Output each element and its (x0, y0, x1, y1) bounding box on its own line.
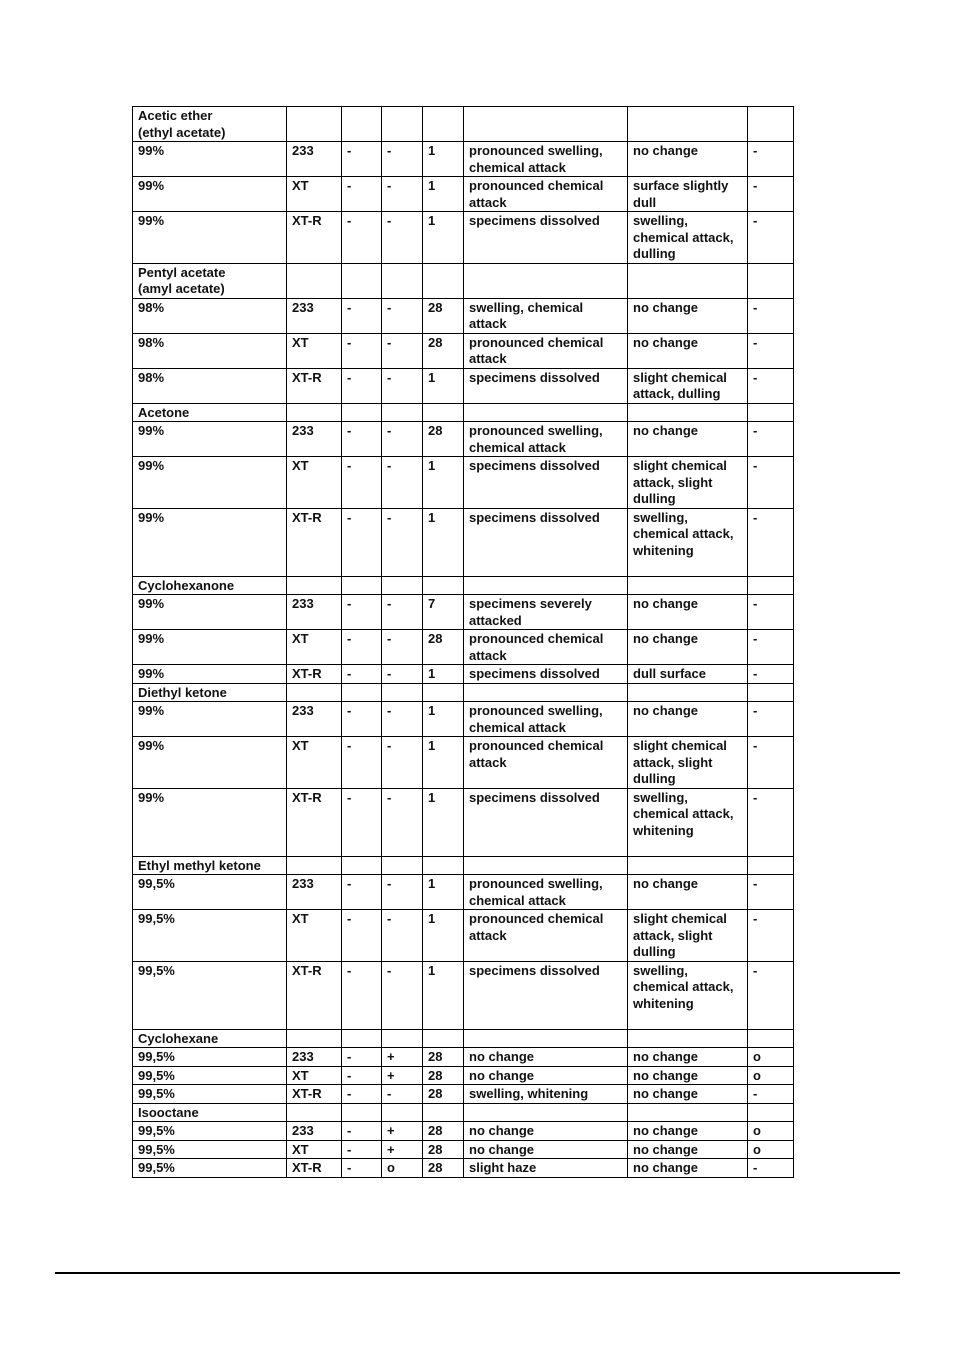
duration-cell: 28 (423, 1085, 464, 1104)
test-b-cell: - (382, 1085, 423, 1104)
concentration-cell: 99,5% (133, 961, 287, 1029)
result-a-cell: pronounced swelling, chemical attack (464, 702, 628, 737)
empty-cell (748, 403, 794, 422)
empty-cell (287, 1103, 342, 1122)
test-a-cell: - (342, 368, 382, 403)
result-b-cell: no change (628, 1140, 748, 1159)
grade-cell: XT-R (287, 788, 342, 856)
grade-cell: 233 (287, 422, 342, 457)
result-b-cell: surface slightly dull (628, 177, 748, 212)
empty-cell (342, 263, 382, 298)
concentration-cell: 99,5% (133, 1085, 287, 1104)
result-b-cell: no change (628, 1048, 748, 1067)
grade-cell: 233 (287, 702, 342, 737)
concentration-cell: 99,5% (133, 910, 287, 962)
result-a-cell: pronounced chemical attack (464, 177, 628, 212)
grade-cell: XT (287, 1140, 342, 1159)
duration-cell: 1 (423, 508, 464, 576)
concentration-cell: 99,5% (133, 1066, 287, 1085)
empty-cell (464, 403, 628, 422)
test-b-cell: - (382, 630, 423, 665)
grade-cell: 233 (287, 142, 342, 177)
concentration-cell: 99,5% (133, 1140, 287, 1159)
rating-cell: - (748, 368, 794, 403)
empty-cell (464, 1103, 628, 1122)
result-b-cell: no change (628, 875, 748, 910)
duration-cell: 1 (423, 961, 464, 1029)
table-row (133, 665, 794, 684)
concentration-cell: 98% (133, 333, 287, 368)
duration-cell: 28 (423, 1159, 464, 1178)
result-b-cell: no change (628, 422, 748, 457)
empty-cell (748, 683, 794, 702)
test-b-cell: - (382, 298, 423, 333)
empty-cell (423, 107, 464, 142)
table-row (133, 508, 794, 576)
duration-cell: 28 (423, 1122, 464, 1141)
result-b-cell: slight chemical attack, slight dulling (628, 457, 748, 509)
test-b-cell: - (382, 508, 423, 576)
empty-cell (628, 683, 748, 702)
test-a-cell: - (342, 142, 382, 177)
test-a-cell: - (342, 177, 382, 212)
test-a-cell: - (342, 737, 382, 789)
test-b-cell: + (382, 1122, 423, 1141)
grade-cell: 233 (287, 298, 342, 333)
empty-cell (423, 263, 464, 298)
concentration-cell: 99,5% (133, 1122, 287, 1141)
chemical-name-cell: Cyclohexanone (133, 576, 287, 595)
rating-cell: - (748, 910, 794, 962)
test-a-cell: - (342, 702, 382, 737)
duration-cell: 1 (423, 368, 464, 403)
group-header-row (133, 263, 794, 298)
rating-cell: - (748, 737, 794, 789)
empty-cell (287, 576, 342, 595)
test-b-cell: - (382, 961, 423, 1029)
table-row (133, 702, 794, 737)
chemical-name-cell: Acetic ether (ethyl acetate) (133, 107, 287, 142)
concentration-cell: 99% (133, 595, 287, 630)
rating-cell: - (748, 595, 794, 630)
empty-cell (464, 856, 628, 875)
test-a-cell: - (342, 630, 382, 665)
empty-cell (748, 1103, 794, 1122)
chemical-name-cell: Acetone (133, 403, 287, 422)
empty-cell (628, 107, 748, 142)
concentration-cell: 99,5% (133, 875, 287, 910)
table-row (133, 961, 794, 1029)
duration-cell: 7 (423, 595, 464, 630)
result-b-cell: swelling, chemical attack, whitening (628, 788, 748, 856)
empty-cell (382, 403, 423, 422)
test-a-cell: - (342, 508, 382, 576)
grade-cell: 233 (287, 1122, 342, 1141)
concentration-cell: 99% (133, 665, 287, 684)
empty-cell (423, 576, 464, 595)
table-row (133, 630, 794, 665)
result-a-cell: specimens dissolved (464, 457, 628, 509)
table-row (133, 1085, 794, 1104)
table-row (133, 142, 794, 177)
empty-cell (342, 576, 382, 595)
result-b-cell: no change (628, 630, 748, 665)
result-b-cell: no change (628, 1122, 748, 1141)
result-b-cell: swelling, chemical attack, whitening (628, 508, 748, 576)
empty-cell (423, 856, 464, 875)
result-b-cell: swelling, chemical attack, whitening (628, 961, 748, 1029)
test-a-cell: - (342, 1048, 382, 1067)
empty-cell (423, 403, 464, 422)
rating-cell: - (748, 457, 794, 509)
result-a-cell: specimens dissolved (464, 961, 628, 1029)
duration-cell: 1 (423, 457, 464, 509)
rating-cell: - (748, 177, 794, 212)
empty-cell (287, 1029, 342, 1048)
table-row (133, 788, 794, 856)
result-a-cell: no change (464, 1048, 628, 1067)
result-a-cell: swelling, whitening (464, 1085, 628, 1104)
test-b-cell: - (382, 702, 423, 737)
empty-cell (382, 107, 423, 142)
empty-cell (748, 576, 794, 595)
rating-cell: - (748, 1159, 794, 1178)
table-row (133, 1140, 794, 1159)
empty-cell (423, 1103, 464, 1122)
result-b-cell: no change (628, 595, 748, 630)
test-a-cell: - (342, 1085, 382, 1104)
concentration-cell: 99% (133, 142, 287, 177)
rating-cell: - (748, 665, 794, 684)
rating-cell: o (748, 1140, 794, 1159)
grade-cell: XT-R (287, 1159, 342, 1178)
empty-cell (342, 683, 382, 702)
grade-cell: 233 (287, 1048, 342, 1067)
rating-cell: o (748, 1066, 794, 1085)
empty-cell (382, 1029, 423, 1048)
grade-cell: XT (287, 457, 342, 509)
empty-cell (287, 107, 342, 142)
result-a-cell: slight haze (464, 1159, 628, 1178)
rating-cell: - (748, 788, 794, 856)
rating-cell: o (748, 1122, 794, 1141)
grade-cell: XT-R (287, 1085, 342, 1104)
grade-cell: XT-R (287, 665, 342, 684)
concentration-cell: 99% (133, 508, 287, 576)
test-b-cell: - (382, 737, 423, 789)
chemical-name-cell: Diethyl ketone (133, 683, 287, 702)
grade-cell: 233 (287, 875, 342, 910)
concentration-cell: 99% (133, 422, 287, 457)
duration-cell: 1 (423, 788, 464, 856)
chemical-name-cell: Ethyl methyl ketone (133, 856, 287, 875)
grade-cell: XT-R (287, 508, 342, 576)
rating-cell: - (748, 142, 794, 177)
grade-cell: XT (287, 630, 342, 665)
duration-cell: 28 (423, 333, 464, 368)
table-row (133, 737, 794, 789)
empty-cell (464, 1029, 628, 1048)
result-a-cell: pronounced chemical attack (464, 333, 628, 368)
empty-cell (423, 683, 464, 702)
empty-cell (748, 107, 794, 142)
group-header-row (133, 1029, 794, 1048)
table-row (133, 1066, 794, 1085)
grade-cell: XT-R (287, 961, 342, 1029)
rating-cell: - (748, 333, 794, 368)
group-header-row (133, 403, 794, 422)
duration-cell: 1 (423, 212, 464, 264)
empty-cell (423, 1029, 464, 1048)
result-a-cell: pronounced swelling, chemical attack (464, 875, 628, 910)
result-a-cell: pronounced swelling, chemical attack (464, 422, 628, 457)
test-b-cell: - (382, 665, 423, 684)
result-a-cell: pronounced swelling, chemical attack (464, 142, 628, 177)
result-b-cell: slight chemical attack, slight dulling (628, 910, 748, 962)
table-row (133, 910, 794, 962)
table-row (133, 177, 794, 212)
test-a-cell: - (342, 875, 382, 910)
table-row (133, 333, 794, 368)
rating-cell: - (748, 422, 794, 457)
result-a-cell: no change (464, 1066, 628, 1085)
result-a-cell: specimens severely attacked (464, 595, 628, 630)
concentration-cell: 99% (133, 212, 287, 264)
empty-cell (628, 1029, 748, 1048)
empty-cell (628, 576, 748, 595)
test-a-cell: - (342, 333, 382, 368)
test-b-cell: - (382, 422, 423, 457)
rating-cell: o (748, 1048, 794, 1067)
empty-cell (342, 403, 382, 422)
duration-cell: 1 (423, 142, 464, 177)
empty-cell (748, 1029, 794, 1048)
empty-cell (287, 683, 342, 702)
duration-cell: 28 (423, 630, 464, 665)
empty-cell (287, 263, 342, 298)
result-b-cell: no change (628, 1159, 748, 1178)
test-b-cell: - (382, 910, 423, 962)
empty-cell (748, 263, 794, 298)
empty-cell (464, 576, 628, 595)
duration-cell: 28 (423, 298, 464, 333)
chemical-resistance-table (132, 106, 794, 1178)
empty-cell (748, 856, 794, 875)
concentration-cell: 99% (133, 788, 287, 856)
result-b-cell: no change (628, 298, 748, 333)
test-b-cell: - (382, 368, 423, 403)
table-row (133, 422, 794, 457)
test-b-cell: + (382, 1066, 423, 1085)
empty-cell (382, 856, 423, 875)
grade-cell: XT-R (287, 212, 342, 264)
duration-cell: 1 (423, 910, 464, 962)
concentration-cell: 99,5% (133, 1159, 287, 1178)
test-a-cell: - (342, 961, 382, 1029)
rating-cell: - (748, 702, 794, 737)
test-a-cell: - (342, 910, 382, 962)
test-b-cell: - (382, 142, 423, 177)
grade-cell: XT-R (287, 368, 342, 403)
concentration-cell: 99% (133, 177, 287, 212)
table-row (133, 368, 794, 403)
group-header-row (133, 683, 794, 702)
duration-cell: 1 (423, 737, 464, 789)
concentration-cell: 99,5% (133, 1048, 287, 1067)
test-b-cell: o (382, 1159, 423, 1178)
rating-cell: - (748, 1085, 794, 1104)
test-b-cell: - (382, 595, 423, 630)
result-b-cell: swelling, chemical attack, dulling (628, 212, 748, 264)
table-row (133, 457, 794, 509)
rating-cell: - (748, 212, 794, 264)
concentration-cell: 99% (133, 457, 287, 509)
rating-cell: - (748, 875, 794, 910)
duration-cell: 1 (423, 177, 464, 212)
test-a-cell: - (342, 1122, 382, 1141)
rating-cell: - (748, 508, 794, 576)
empty-cell (628, 403, 748, 422)
grade-cell: XT (287, 737, 342, 789)
grade-cell: 233 (287, 595, 342, 630)
result-a-cell: specimens dissolved (464, 665, 628, 684)
result-b-cell: slight chemical attack, dulling (628, 368, 748, 403)
concentration-cell: 99% (133, 702, 287, 737)
group-header-row (133, 856, 794, 875)
rating-cell: - (748, 961, 794, 1029)
empty-cell (342, 856, 382, 875)
empty-cell (628, 1103, 748, 1122)
group-header-row (133, 1103, 794, 1122)
duration-cell: 28 (423, 422, 464, 457)
test-a-cell: - (342, 1066, 382, 1085)
test-a-cell: - (342, 298, 382, 333)
chemical-name-cell: Isooctane (133, 1103, 287, 1122)
result-a-cell: specimens dissolved (464, 788, 628, 856)
group-header-row (133, 107, 794, 142)
grade-cell: XT (287, 910, 342, 962)
concentration-cell: 98% (133, 368, 287, 403)
result-a-cell: swelling, chemical attack (464, 298, 628, 333)
result-b-cell: slight chemical attack, slight dulling (628, 737, 748, 789)
duration-cell: 1 (423, 875, 464, 910)
empty-cell (382, 576, 423, 595)
test-b-cell: - (382, 333, 423, 368)
table-row (133, 298, 794, 333)
empty-cell (342, 1103, 382, 1122)
test-b-cell: - (382, 212, 423, 264)
duration-cell: 28 (423, 1140, 464, 1159)
duration-cell: 1 (423, 702, 464, 737)
table-body (133, 107, 794, 1178)
chemical-name-cell: Cyclohexane (133, 1029, 287, 1048)
footer-divider (55, 1272, 900, 1274)
empty-cell (287, 856, 342, 875)
concentration-cell: 99% (133, 737, 287, 789)
test-b-cell: - (382, 788, 423, 856)
result-a-cell: pronounced chemical attack (464, 737, 628, 789)
test-a-cell: - (342, 788, 382, 856)
result-a-cell: specimens dissolved (464, 508, 628, 576)
group-header-row (133, 576, 794, 595)
rating-cell: - (748, 630, 794, 665)
chemical-name-cell: Pentyl acetate (amyl acetate) (133, 263, 287, 298)
duration-cell: 28 (423, 1066, 464, 1085)
empty-cell (628, 856, 748, 875)
table-row (133, 212, 794, 264)
empty-cell (382, 263, 423, 298)
grade-cell: XT (287, 1066, 342, 1085)
test-b-cell: - (382, 177, 423, 212)
result-a-cell: specimens dissolved (464, 368, 628, 403)
result-b-cell: no change (628, 142, 748, 177)
empty-cell (342, 1029, 382, 1048)
table-row (133, 1122, 794, 1141)
concentration-cell: 98% (133, 298, 287, 333)
test-b-cell: - (382, 875, 423, 910)
test-a-cell: - (342, 457, 382, 509)
test-b-cell: - (382, 457, 423, 509)
result-b-cell: no change (628, 333, 748, 368)
test-b-cell: + (382, 1140, 423, 1159)
result-b-cell: no change (628, 1066, 748, 1085)
empty-cell (287, 403, 342, 422)
concentration-cell: 99% (133, 630, 287, 665)
test-a-cell: - (342, 1140, 382, 1159)
result-a-cell: specimens dissolved (464, 212, 628, 264)
result-b-cell: no change (628, 1085, 748, 1104)
test-a-cell: - (342, 1159, 382, 1178)
table-row (133, 1159, 794, 1178)
grade-cell: XT (287, 177, 342, 212)
test-a-cell: - (342, 665, 382, 684)
duration-cell: 28 (423, 1048, 464, 1067)
result-a-cell: pronounced chemical attack (464, 910, 628, 962)
empty-cell (464, 107, 628, 142)
result-a-cell: pronounced chemical attack (464, 630, 628, 665)
table-row (133, 1048, 794, 1067)
empty-cell (464, 683, 628, 702)
grade-cell: XT (287, 333, 342, 368)
result-b-cell: dull surface (628, 665, 748, 684)
result-b-cell: no change (628, 702, 748, 737)
table-row (133, 595, 794, 630)
result-a-cell: no change (464, 1140, 628, 1159)
table-row (133, 875, 794, 910)
test-a-cell: - (342, 595, 382, 630)
empty-cell (342, 107, 382, 142)
rating-cell: - (748, 298, 794, 333)
test-a-cell: - (342, 422, 382, 457)
empty-cell (464, 263, 628, 298)
test-b-cell: + (382, 1048, 423, 1067)
empty-cell (628, 263, 748, 298)
duration-cell: 1 (423, 665, 464, 684)
empty-cell (382, 1103, 423, 1122)
test-a-cell: - (342, 212, 382, 264)
empty-cell (382, 683, 423, 702)
result-a-cell: no change (464, 1122, 628, 1141)
